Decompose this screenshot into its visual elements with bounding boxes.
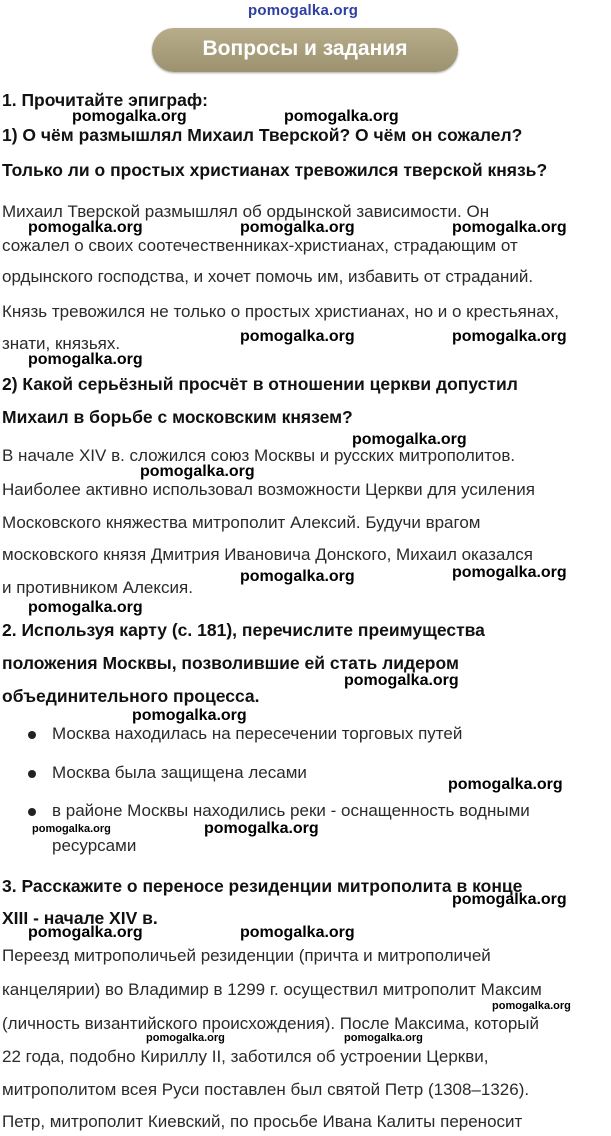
- question-3-line2: XIII - начале XIV в.: [2, 908, 158, 928]
- question-3-line1: 3. Расскажите о переносе резиденции митрополита в конце: [2, 876, 523, 896]
- answer-3-line: Переезд митрополичьей резиденции (причта и митрополичей: [2, 946, 491, 965]
- watermark: pomogalka.org: [448, 776, 563, 793]
- watermark: pomogalka.org: [146, 1032, 225, 1044]
- answer-1-line: ордынского господства, и хочет помочь им, избавить от страданий.: [2, 267, 534, 286]
- answer-3-line: канцелярии) во Владимир в 1299 г. осуществил митрополит Максим: [2, 980, 542, 999]
- question-2-line3: объединительного процесса.: [2, 686, 260, 706]
- answer-3-line: 22 года, подобно Кириллу II, заботился об устроении Церкви,: [2, 1047, 489, 1066]
- watermark: pomogalka.org: [204, 820, 319, 837]
- answer-2-line: московского князя Дмитрия Ивановича Донского, Михаил оказался: [2, 545, 534, 564]
- answer-3-line: митрополитом всея Руси поставлен был святой Петр (1308–1326).: [2, 1080, 530, 1099]
- bullet-item: Москва была защищена лесами: [52, 763, 307, 782]
- watermark: pomogalka.org: [240, 924, 355, 941]
- watermark: pomogalka.org: [352, 431, 467, 448]
- question-2-line1: 2. Используя карту (с. 181), перечислите преимущества: [2, 620, 485, 640]
- answer-3-line: Петр, митрополит Киевский, по просьбе Ивана Калиты переносит: [2, 1112, 523, 1131]
- watermark: pomogalka.org: [284, 108, 399, 125]
- question-2-line2: положения Москвы, позволившие ей стать лидером: [2, 653, 459, 673]
- question-1-title: 1. Прочитайте эпиграф:: [2, 90, 208, 110]
- answer-1-line: Михаил Тверской размышлял об ордынской зависимости. Он: [2, 202, 490, 221]
- watermark: pomogalka.org: [32, 823, 111, 835]
- watermark: pomogalka.org: [72, 108, 187, 125]
- answer-2-line: и противником Алексия.: [2, 578, 193, 597]
- banner-title: Вопросы и задания: [202, 37, 408, 60]
- watermark: pomogalka.org: [344, 1032, 423, 1044]
- watermark: pomogalka.org: [344, 672, 459, 689]
- watermark: pomogalka.org: [240, 219, 355, 236]
- question-1-sub1-line2: Только ли о простых христианах тревожился тверской князь?: [2, 160, 548, 180]
- watermark: pomogalka.org: [28, 219, 143, 236]
- watermark: pomogalka.org: [452, 564, 567, 581]
- answer-1-line: знати, князьях.: [2, 334, 121, 353]
- watermark: pomogalka.org: [140, 463, 255, 480]
- bullet-dot: [28, 770, 36, 778]
- question-1-sub2-line1: 2) Какой серьёзный просчёт в отношении церкви допустил: [2, 374, 518, 394]
- answer-2-line: В начале XIV в. сложился союз Москвы и русских митрополитов.: [2, 446, 516, 465]
- answer-1-line: сожалел о своих соотечественниках-христианах, страдающим от: [2, 236, 518, 255]
- watermark: pomogalka.org: [240, 328, 355, 345]
- watermark: pomogalka.org: [28, 924, 143, 941]
- bullet-item: в районе Москвы находились реки - оснащенность водными: [52, 801, 530, 820]
- site-url-header[interactable]: pomogalka.org: [248, 2, 359, 19]
- watermark: pomogalka.org: [240, 568, 355, 585]
- watermark: pomogalka.org: [28, 599, 143, 616]
- watermark: pomogalka.org: [452, 891, 567, 908]
- answer-2-line: Московского княжества митрополит Алексий. Будучи врагом: [2, 513, 481, 532]
- question-1-sub1-line1: 1) О чём размышлял Михаил Тверской? О чём он сожалел?: [2, 125, 523, 145]
- bullet-dot: [28, 731, 36, 739]
- watermark: pomogalka.org: [452, 219, 567, 236]
- watermark: pomogalka.org: [492, 1000, 571, 1012]
- bullet-item-continuation: ресурсами: [52, 836, 137, 855]
- section-banner: [152, 28, 458, 72]
- watermark: pomogalka.org: [452, 328, 567, 345]
- bullet-item: Москва находилась на пересечении торговых путей: [52, 724, 463, 743]
- bullet-dot: [28, 808, 36, 816]
- watermark: pomogalka.org: [132, 707, 247, 724]
- answer-2-line: Наиболее активно использовал возможности Церкви для усиления: [2, 480, 535, 499]
- answer-3-line: (личность византийского происхождения). После Максима, который: [2, 1014, 540, 1033]
- answer-1-line: Князь тревожился не только о простых христианах, но и о крестьянах,: [2, 302, 559, 321]
- watermark: pomogalka.org: [28, 351, 143, 368]
- question-1-sub2-line2: Михаил в борьбе с московским князем?: [2, 407, 353, 427]
